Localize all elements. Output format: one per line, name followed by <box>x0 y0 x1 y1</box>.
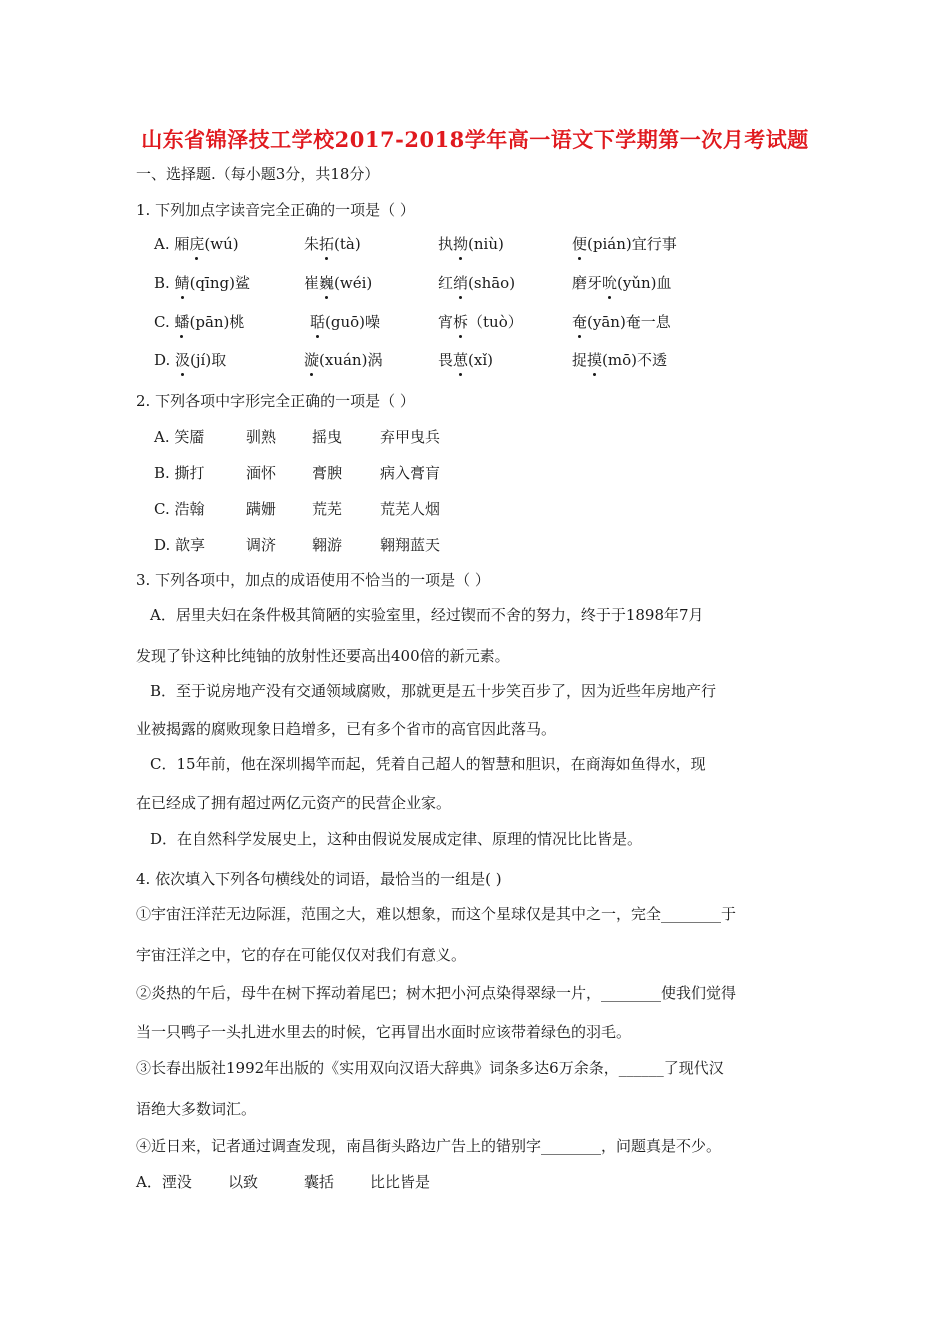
q2-option-b-1: B. 撕打 <box>154 464 205 482</box>
q1-option-a-2: 朱拓(tà) <box>304 235 361 253</box>
q2-option-b-2: 湎怀 <box>246 464 277 482</box>
q1-option-b-2: 崔巍(wéi) <box>304 274 373 292</box>
q2-option-c-1: C. 浩翰 <box>154 500 205 518</box>
q3-option-a-line1: A．居里夫妇在条件极其简陋的实验室里，经过锲而不舍的努力，终于于1898年7月 <box>150 606 704 624</box>
q1-option-c-3: 宵柝（tuò） <box>438 313 523 331</box>
q4-sentence-2b: 当一只鸭子一头扎进水里去的时候，它再冒出水面时应该带着绿色的羽毛。 <box>136 1023 632 1041</box>
page-title: 山东省锦泽技工学校2017-2018学年高一语文下学期第一次月考试题 <box>141 127 809 152</box>
q4-sentence-1a: ①宇宙汪洋茫无边际涯，范围之大，难以想象，而这个星球仅是其中之一，完全________于 <box>136 905 737 923</box>
q1-option-c-2: 聒(guō)噪 <box>310 313 381 331</box>
q4-option-a-1: A．湮没 <box>136 1173 192 1191</box>
q4-sentence-3a: ③长春出版社1992年出版的《实用双向汉语大辞典》词条多达6万余条，______了现代汉 <box>136 1059 724 1077</box>
q4-option-a-4: 比比皆是 <box>370 1173 431 1191</box>
question-4-stem: 4. 依次填入下列各句横线处的词语，最恰当的一组是( ) <box>136 870 502 888</box>
q2-option-b-3: 膏腴 <box>312 464 343 482</box>
q2-option-d-2: 调济 <box>246 536 277 554</box>
q4-sentence-2a: ②炎热的午后，母牛在树下挥动着尾巴；树木把小河点染得翠绿一片，________使我们觉得 <box>136 984 737 1002</box>
q1-option-b-3: 红绡(shāo) <box>438 274 516 292</box>
q4-sentence-1b: 宇宙汪洋之中，它的存在可能仅仅对我们有意义。 <box>136 946 467 964</box>
q1-option-a-1: A. 厢庑(wú) <box>154 235 239 253</box>
q3-option-c-line1: C．15年前，他在深圳揭竿而起，凭着自己超人的智慧和胆识，在商海如鱼得水，现 <box>150 755 706 773</box>
question-1-stem: 1. 下列加点字读音完全正确的一项是（ ） <box>136 201 415 219</box>
q2-option-a-3: 摇曳 <box>312 428 343 446</box>
q1-option-c-4: 奄(yān)奄一息 <box>572 313 671 331</box>
q1-option-b-1: B. 鲭(qīng)鲨 <box>154 274 250 292</box>
q1-option-a-4: 便(pián)宜行事 <box>572 235 677 253</box>
q2-option-d-4: 翱翔蓝天 <box>380 536 441 554</box>
q2-option-c-2: 蹒姗 <box>246 500 277 518</box>
q2-option-b-4: 病入膏肓 <box>380 464 441 482</box>
q1-option-d-1: D. 汲(jí)取 <box>154 351 227 369</box>
q2-option-a-1: A. 笑靥 <box>154 428 205 446</box>
q3-option-a-line2: 发现了钋这种比纯铀的放射性还要高出400倍的新元素。 <box>136 647 510 665</box>
q1-option-d-4: 捉摸(mō)不透 <box>572 351 667 369</box>
q1-option-a-3: 执拗(niù) <box>438 235 504 253</box>
q2-option-c-4: 荒芜人烟 <box>380 500 441 518</box>
q2-option-c-3: 荒芜 <box>312 500 343 518</box>
q1-option-d-2: 漩(xuán)涡 <box>304 351 383 369</box>
q3-option-b-line1: B．至于说房地产没有交通领域腐败，那就更是五十步笑百步了，因为近些年房地产行 <box>150 682 717 700</box>
q2-option-a-2: 驯熟 <box>246 428 277 446</box>
q1-option-d-3: 畏葸(xǐ) <box>438 351 493 369</box>
q2-option-a-4: 弃甲曳兵 <box>380 428 441 446</box>
section-heading: 一、选择题.（每小题3分，共18分） <box>136 165 380 183</box>
q3-option-d-line1: D．在自然科学发展史上，这种由假说发展成定律、原理的情况比比皆是。 <box>150 830 643 848</box>
q3-option-c-line2: 在已经成了拥有超过两亿元资产的民营企业家。 <box>136 794 452 812</box>
q1-option-c-1: C. 蟠(pān)桃 <box>154 313 245 331</box>
q2-option-d-3: 翱游 <box>312 536 343 554</box>
q4-sentence-4: ④近日来，记者通过调查发现，南昌街头路边广告上的错别字________，问题真是不少。 <box>136 1137 722 1155</box>
question-3-stem: 3. 下列各项中，加点的成语使用不恰当的一项是（ ） <box>136 571 490 589</box>
q1-option-b-4: 磨牙吮(yǔn)血 <box>572 274 672 292</box>
question-2-stem: 2. 下列各项中字形完全正确的一项是（ ） <box>136 392 415 410</box>
q3-option-b-line2: 业被揭露的腐败现象日趋增多，已有多个省市的高官因此落马。 <box>136 720 557 738</box>
q4-option-a-3: 囊括 <box>304 1173 335 1191</box>
q4-sentence-3b: 语绝大多数词汇。 <box>136 1100 257 1118</box>
q2-option-d-1: D. 歆享 <box>154 536 206 554</box>
q4-option-a-2: 以致 <box>228 1173 259 1191</box>
